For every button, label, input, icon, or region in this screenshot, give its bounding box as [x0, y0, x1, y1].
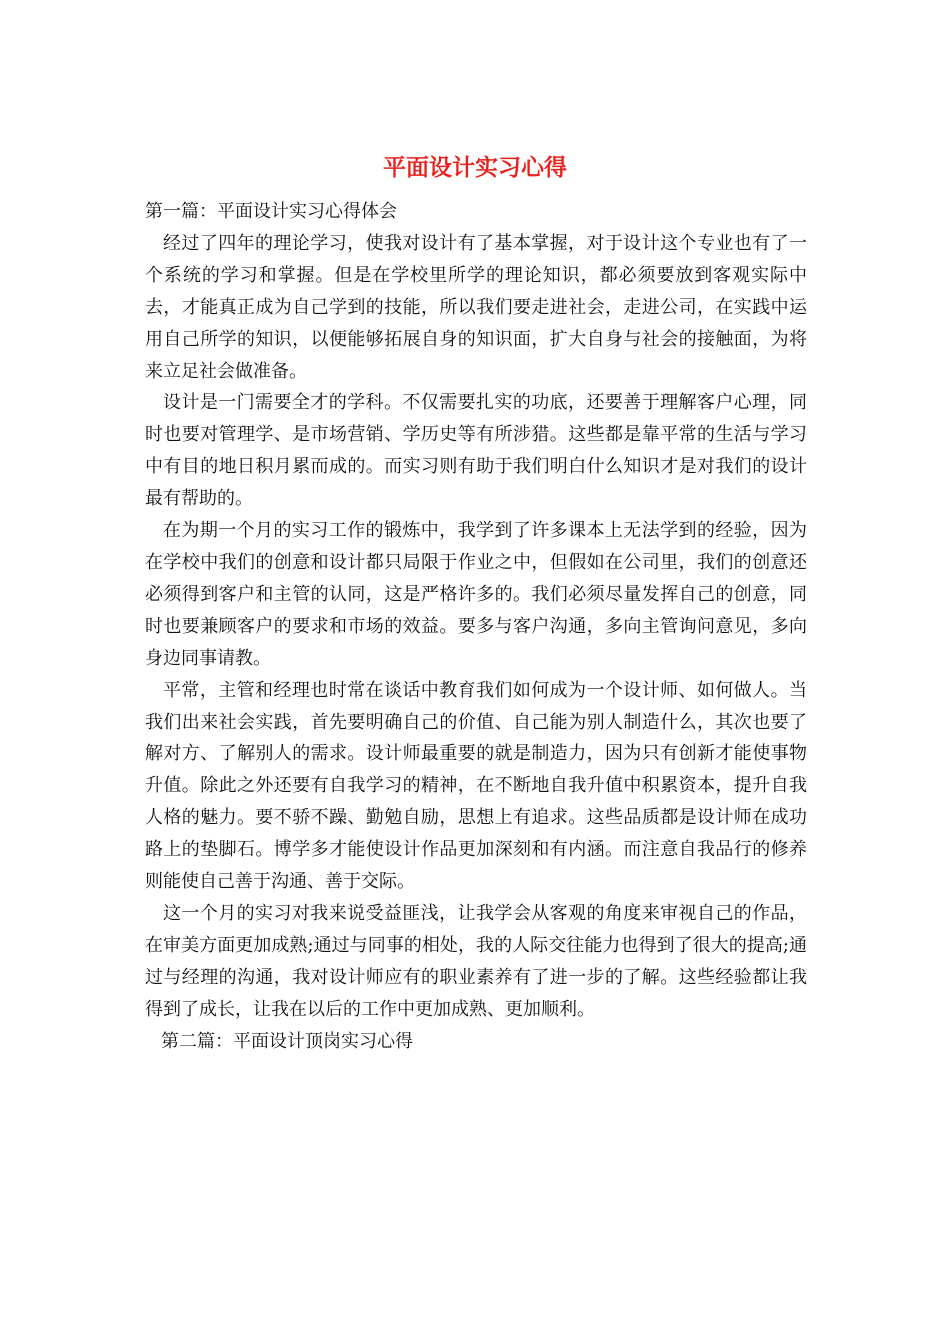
document-title: 平面设计实习心得: [383, 154, 567, 181]
document-body: [145, 196, 807, 1057]
section-heading-2: 第二篇：平面设计顶岗实习心得: [161, 1030, 413, 1052]
paragraph-4: 平常，主管和经理也时常在谈话中教育我们如何成为一个设计师、如何做人。当我们出来社会实践，首先要明确自己的价值、自己能为别人制造什么，其次也要了解对方、了解别人的需求。设计师最重要的就是制造力，因为只有创新才能使事物升值。除此之外还要有自我学习的精神，在不断地自我升值中积累资本，提升自我人格的魅力。要不骄不躁、勤勉自励，思想上有追求。这些品质都是设计师在成功路上的垫脚石。博学多才能使设计作品更加深刻和有内涵。而注意自我品行的修养则能使自己善于沟通、善于交际。: [145, 679, 807, 893]
paragraph-1: 经过了四年的理论学习，使我对设计有了基本掌握，对于设计这个专业也有了一个系统的学习和掌握。但是在学校里所学的理论知识，都必须要放到客观实际中去，才能真正成为自己学到的技能，所以我们要走进社会，走进公司，在实践中运用自己所学的知识，以便能够拓展自身的知识面，扩大自身与社会的接触面，为将来立足社会做准备。: [145, 232, 807, 382]
section-heading-1: 第一篇：平面设计实习心得体会: [145, 201, 397, 222]
paragraph-5: 这一个月的实习对我来说受益匪浅，让我学会从客观的角度来审视自己的作品，在审美方面更加成熟;通过与同事的相处，我的人际交往能力也得到了很大的提高;通过与经理的沟通，我对设计师应有的职业素养有了进一步的了解。这些经验都让我得到了成长，让我在以后的工作中更加成熟、更加顺利。: [145, 902, 807, 1020]
paragraph-2: 设计是一门需要全才的学科。不仅需要扎实的功底，还要善于理解客户心理，同时也要对管理学、是市场营销、学历史等有所涉猎。这些都是靠平常的生活与学习中有目的地日积月累而成的。而实习则有助于我们明白什么知识才是对我们的设计最有帮助的。: [145, 392, 807, 510]
paragraph-3: 在为期一个月的实习工作的锻炼中，我学到了许多课本上无法学到的经验，因为在学校中我们的创意和设计都只局限于作业之中，但假如在公司里，我们的创意还必须得到客户和主管的认同，这是严格许多的。我们必须尽量发挥自己的创意，同时也要兼顾客户的要求和市场的效益。要多与客户沟通，多向主管询问意见，多向身边同事请教。: [145, 520, 807, 669]
